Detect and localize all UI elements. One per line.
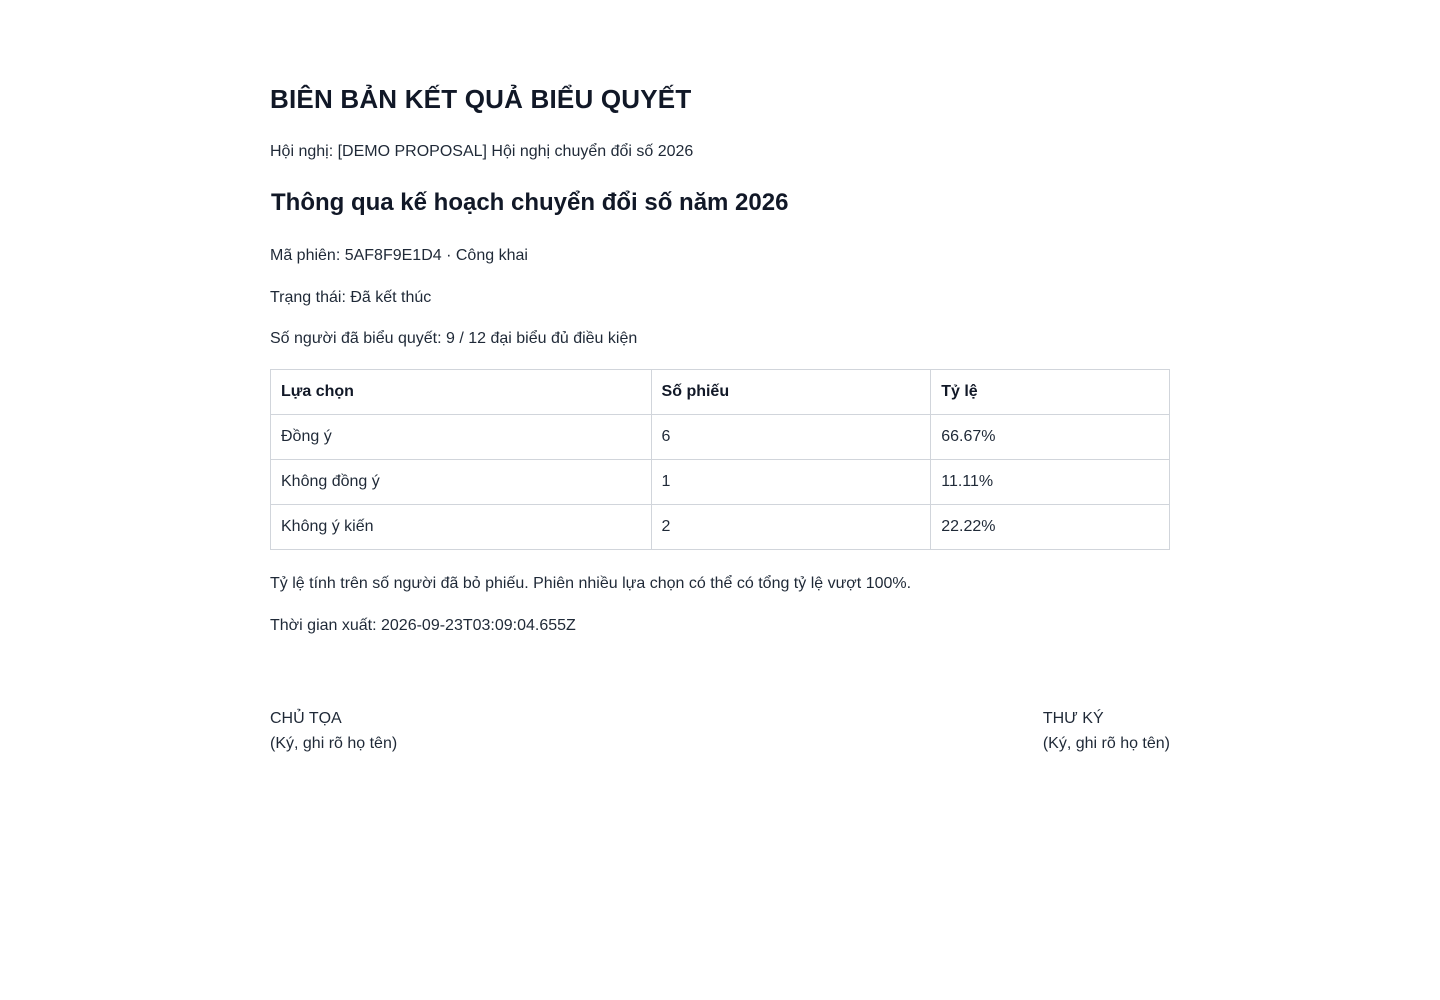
table-row xyxy=(271,415,1170,460)
secretary-signature-block xyxy=(1043,706,1170,756)
chair-label: CHỦ TỌA xyxy=(270,710,342,727)
chair-hint: (Ký, ghi rõ họ tên) xyxy=(270,735,398,752)
votes-cell: 6 xyxy=(651,415,931,460)
table-header-row xyxy=(271,370,1170,415)
ratio-cell: 66.67% xyxy=(931,415,1170,460)
export-time-line: Thời gian xuất: 2026-09-23T03:09:04.655Z xyxy=(270,617,576,634)
choice-cell: Không đồng ý xyxy=(271,460,652,505)
results-table xyxy=(270,369,1170,550)
votes-cell: 2 xyxy=(651,505,931,550)
chair-signature-block xyxy=(270,706,397,756)
session-title: Thông qua kế hoạch chuyển đổi số năm 2026 xyxy=(271,189,789,216)
votes-cell: 1 xyxy=(651,460,931,505)
conference-line: Hội nghị: [DEMO PROPOSAL] Hội nghị chuyển đổi số 2026 xyxy=(270,143,694,160)
session-code-line: Mã phiên: 5AF8F9E1D4 · Công khai xyxy=(270,247,528,264)
secretary-hint: (Ký, ghi rõ họ tên) xyxy=(1042,735,1170,752)
choice-cell: Không ý kiến xyxy=(271,505,652,550)
table-row xyxy=(271,460,1170,505)
header-choice: Lựa chọn xyxy=(271,370,652,415)
status-line: Trạng thái: Đã kết thúc xyxy=(270,289,432,306)
voters-line: Số người đã biểu quyết: 9 / 12 đại biểu đủ điều kiện xyxy=(270,330,638,347)
ratio-note: Tỷ lệ tính trên số người đã bỏ phiếu. Phiên nhiều lựa chọn có thể có tổng tỷ lệ vượt 100%. xyxy=(270,575,912,592)
ratio-cell: 11.11% xyxy=(931,460,1170,505)
document-title: BIÊN BẢN KẾT QUẢ BIỂU QUYẾT xyxy=(270,84,692,114)
header-votes: Số phiếu xyxy=(651,370,931,415)
header-ratio: Tỷ lệ xyxy=(931,370,1170,415)
table-row xyxy=(271,505,1170,550)
ratio-cell: 22.22% xyxy=(931,505,1170,550)
choice-cell: Đồng ý xyxy=(271,415,652,460)
secretary-label: THƯ KÝ xyxy=(1042,710,1104,727)
